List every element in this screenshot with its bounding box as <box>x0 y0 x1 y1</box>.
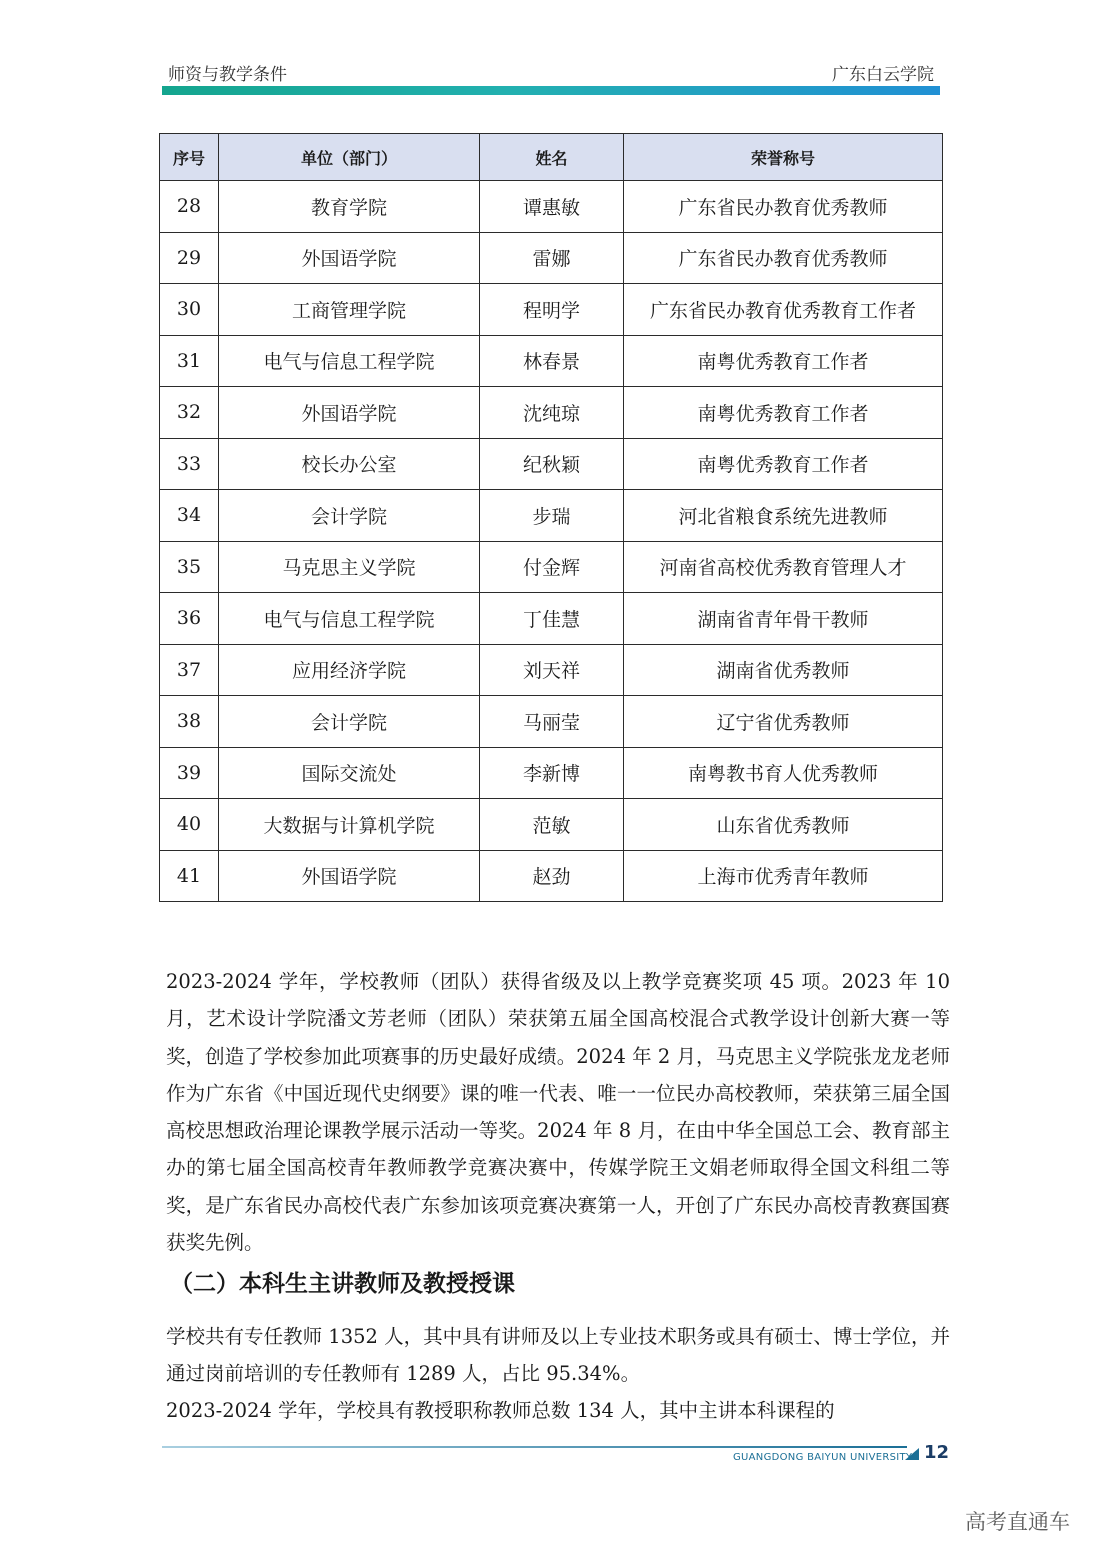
cell-name: 李新博 <box>480 747 624 799</box>
cell-index: 32 <box>160 387 219 439</box>
cell-honor: 广东省民办教育优秀教师 <box>624 181 943 233</box>
cell-department: 校长办公室 <box>219 438 480 490</box>
cell-name: 步瑞 <box>480 490 624 542</box>
table-row <box>160 696 943 748</box>
table-row <box>160 181 943 233</box>
cell-department: 马克思主义学院 <box>219 541 480 593</box>
cell-department: 外国语学院 <box>219 850 480 902</box>
cell-index: 28 <box>160 181 219 233</box>
cell-honor: 湖南省青年骨干教师 <box>624 593 943 645</box>
cell-department: 外国语学院 <box>219 232 480 284</box>
cell-honor: 南粤优秀教育工作者 <box>624 335 943 387</box>
cell-honor: 南粤优秀教育工作者 <box>624 387 943 439</box>
table-row <box>160 644 943 696</box>
paragraph-professor-count: 2023-2024 学年，学校具有教授职称教师总数 134 人，其中主讲本科课程的 <box>166 1399 835 1422</box>
section-heading: （二）本科生主讲教师及教授授课 <box>170 1271 515 1297</box>
table-row <box>160 335 943 387</box>
header-gradient-bar <box>162 86 940 95</box>
footer-university-name: GUANGDONG BAIYUN UNIVERSITY <box>733 1452 913 1463</box>
cell-index: 33 <box>160 438 219 490</box>
cell-honor: 辽宁省优秀教师 <box>624 696 943 748</box>
cell-index: 29 <box>160 232 219 284</box>
watermark-text: 高考直通车 <box>965 1510 1070 1534</box>
cell-department: 国际交流处 <box>219 747 480 799</box>
cell-index: 41 <box>160 850 219 902</box>
cell-index: 31 <box>160 335 219 387</box>
table-header-row <box>160 134 943 181</box>
cell-honor: 湖南省优秀教师 <box>624 644 943 696</box>
cell-name: 丁佳慧 <box>480 593 624 645</box>
cell-index: 37 <box>160 644 219 696</box>
cell-honor: 山东省优秀教师 <box>624 799 943 851</box>
page-number: 12 <box>924 1442 950 1463</box>
cell-name: 谭惠敏 <box>480 181 624 233</box>
cell-name: 赵劲 <box>480 850 624 902</box>
cell-index: 35 <box>160 541 219 593</box>
cell-name: 范敏 <box>480 799 624 851</box>
table-row <box>160 850 943 902</box>
column-header-index: 序号 <box>160 134 219 181</box>
cell-index: 30 <box>160 284 219 336</box>
cell-index: 39 <box>160 747 219 799</box>
cell-department: 大数据与计算机学院 <box>219 799 480 851</box>
paragraph-teaching-awards: 2023-2024 学年，学校教师（团队）获得省级及以上教学竞赛奖项 45 项。2023 年 10 月，艺术设计学院潘文芳老师（团队）荣获第五届全国高校混合式教学设计创新大赛一等奖，创造了学校参加此项赛事的历史最好成绩。2024 年 2 月，马克思主义学院张龙龙老师作为广东省《中国近现代史纲要》课的唯一代表、唯一一位民办高校教师，荣获第三届全国高校思想政治理论课教学展示活动一等奖。2024 年 8 月，在由中华全国总工会、教育部主办的第七届全国高校青年教师教学竞赛决赛中，传媒学院王文娟老师取得全国文科组二等奖，是广东省民办高校代表广东参加该项竞赛决赛第一人，开创了广东民办高校青教赛国赛获奖先例。 <box>166 970 950 1255</box>
cell-honor: 南粤教书育人优秀教师 <box>624 747 943 799</box>
cell-name: 沈纯琼 <box>480 387 624 439</box>
cell-honor: 南粤优秀教育工作者 <box>624 438 943 490</box>
cell-honor: 广东省民办教育优秀教育工作者 <box>624 284 943 336</box>
table-row <box>160 541 943 593</box>
cell-department: 教育学院 <box>219 181 480 233</box>
honors-table <box>159 133 943 902</box>
cell-department: 工商管理学院 <box>219 284 480 336</box>
cell-honor: 广东省民办教育优秀教师 <box>624 232 943 284</box>
cell-name: 刘天祥 <box>480 644 624 696</box>
cell-department: 电气与信息工程学院 <box>219 593 480 645</box>
cell-name: 付金辉 <box>480 541 624 593</box>
cell-department: 应用经济学院 <box>219 644 480 696</box>
cell-index: 36 <box>160 593 219 645</box>
table-row <box>160 284 943 336</box>
header-section-title: 师资与教学条件 <box>168 65 287 85</box>
footer-line <box>162 1446 907 1448</box>
cell-honor: 上海市优秀青年教师 <box>624 850 943 902</box>
column-header-name: 姓名 <box>480 134 624 181</box>
cell-honor: 河南省高校优秀教育管理人才 <box>624 541 943 593</box>
cell-index: 40 <box>160 799 219 851</box>
table-row <box>160 747 943 799</box>
header-school-name: 广东白云学院 <box>832 65 934 85</box>
table-row <box>160 799 943 851</box>
cell-name: 程明学 <box>480 284 624 336</box>
cell-name: 马丽莹 <box>480 696 624 748</box>
column-header-department: 单位（部门） <box>219 134 480 181</box>
table-row <box>160 232 943 284</box>
cell-name: 纪秋颖 <box>480 438 624 490</box>
column-header-honor: 荣誉称号 <box>624 134 943 181</box>
cell-honor: 河北省粮食系统先进教师 <box>624 490 943 542</box>
table-row <box>160 490 943 542</box>
table-row <box>160 438 943 490</box>
cell-index: 38 <box>160 696 219 748</box>
cell-department: 外国语学院 <box>219 387 480 439</box>
cell-name: 林春景 <box>480 335 624 387</box>
cell-name: 雷娜 <box>480 232 624 284</box>
cell-department: 电气与信息工程学院 <box>219 335 480 387</box>
cell-department: 会计学院 <box>219 696 480 748</box>
paragraph-teacher-count: 学校共有专任教师 1352 人，其中具有讲师及以上专业技术职务或具有硕士、博士学位，并通过岗前培训的专任教师有 1289 人，占比 95.34%。 <box>166 1325 950 1386</box>
table-row <box>160 387 943 439</box>
cell-index: 34 <box>160 490 219 542</box>
cell-department: 会计学院 <box>219 490 480 542</box>
table-row <box>160 593 943 645</box>
